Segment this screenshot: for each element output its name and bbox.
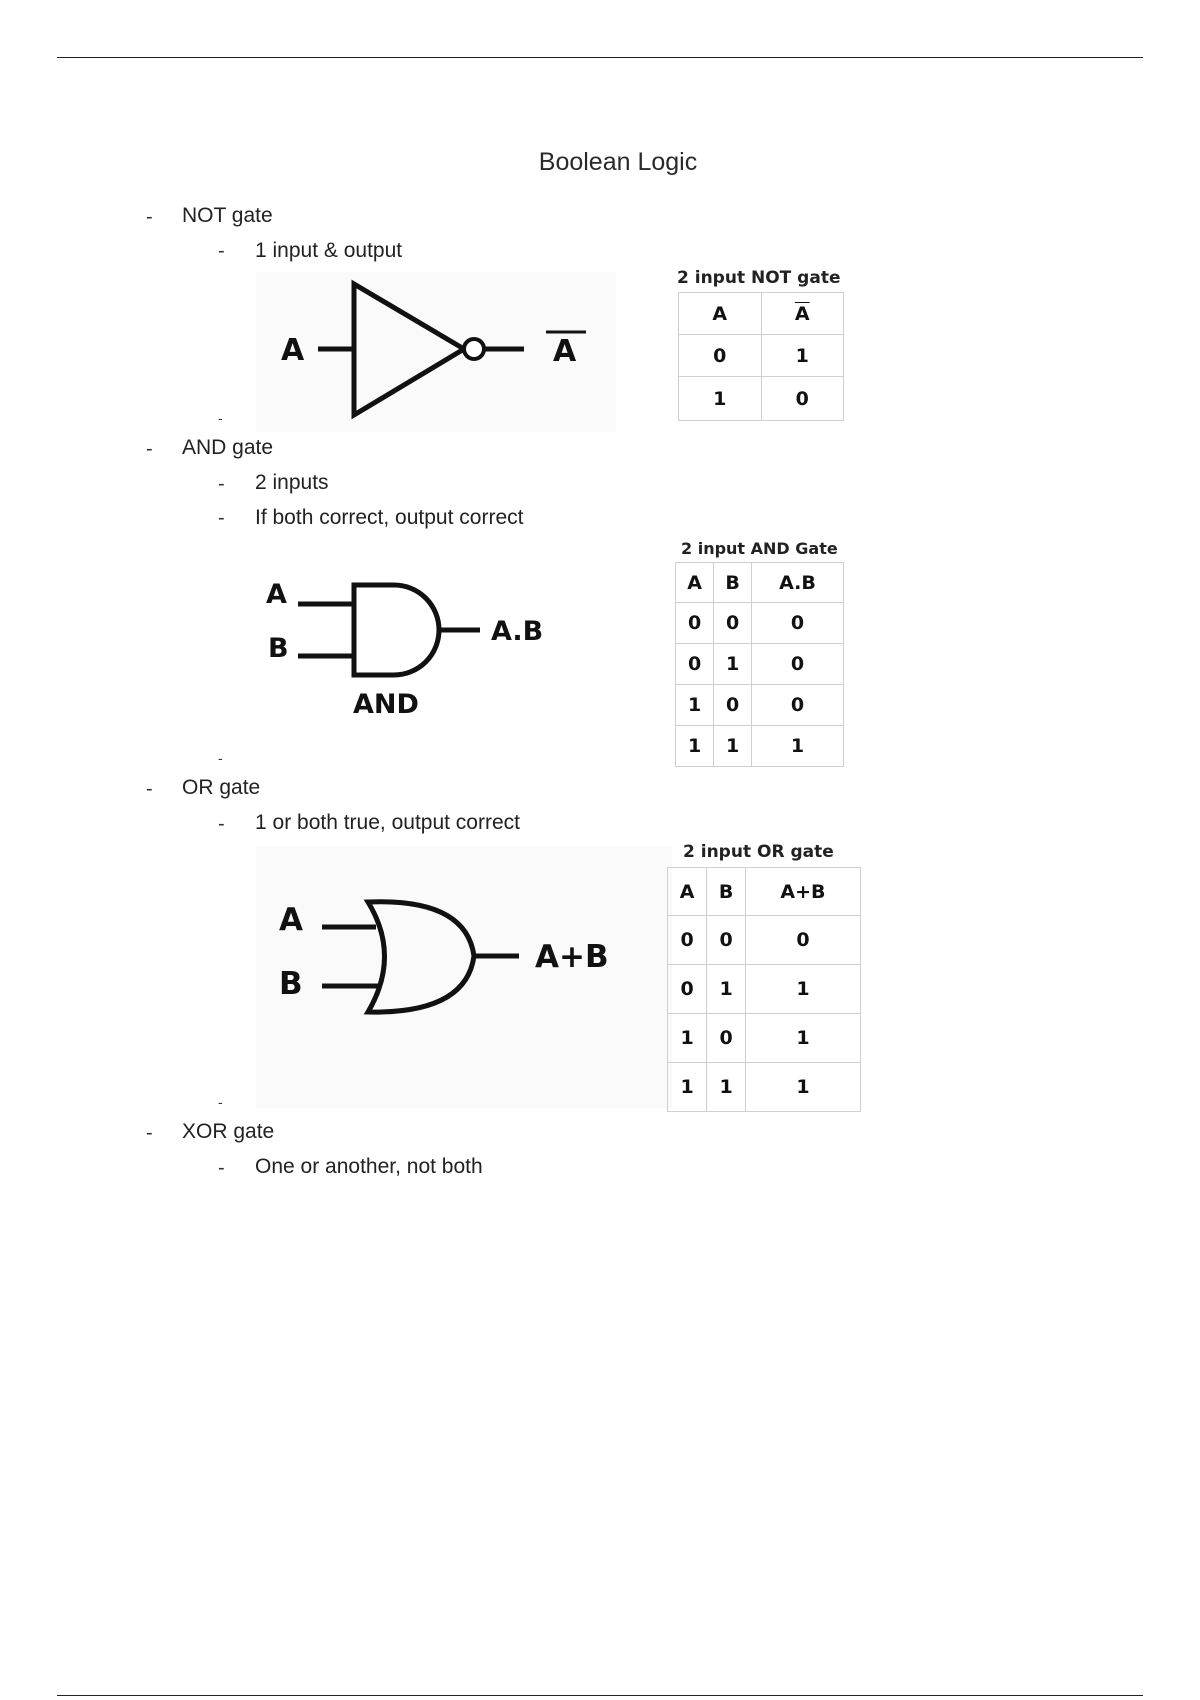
table-header-cell: A bbox=[668, 868, 707, 916]
and-gate-bullet: If both correct, output correct bbox=[255, 506, 524, 529]
top-rule bbox=[57, 57, 1143, 58]
and-input-a-label: A bbox=[266, 579, 287, 610]
table-row bbox=[676, 726, 844, 767]
or-body bbox=[368, 902, 474, 1012]
or-gate-heading: OR gate bbox=[182, 776, 261, 799]
table-cell: 1 bbox=[714, 726, 752, 767]
or-truth-table-title: 2 input OR gate bbox=[683, 842, 834, 862]
and-gate-bullet: 2 inputs bbox=[255, 471, 329, 494]
table-cell: 1 bbox=[751, 726, 843, 767]
table-header-cell: B bbox=[707, 868, 746, 916]
or-truth-table bbox=[667, 867, 861, 1112]
table-cell: 0 bbox=[714, 603, 752, 644]
table-cell: 1 bbox=[676, 726, 714, 767]
table-cell: 0 bbox=[745, 916, 860, 965]
or-input-a-label: A bbox=[279, 902, 303, 938]
table-row bbox=[668, 965, 861, 1014]
table-cell: 0 bbox=[679, 335, 762, 377]
table-cell: 0 bbox=[668, 916, 707, 965]
or-output-label: A+B bbox=[535, 939, 609, 975]
table-cell: 0 bbox=[761, 377, 844, 421]
not-truth-table bbox=[678, 292, 844, 421]
and-gate-heading: AND gate bbox=[182, 436, 274, 459]
or-input-b-label: B bbox=[279, 966, 303, 1002]
table-cell: 1 bbox=[707, 965, 746, 1014]
bullet-dash: - bbox=[146, 1122, 153, 1144]
table-row bbox=[668, 1014, 861, 1063]
table-cell: 1 bbox=[676, 685, 714, 726]
bullet-dash: - bbox=[146, 206, 153, 228]
table-cell: 0 bbox=[707, 916, 746, 965]
and-input-b-label: B bbox=[268, 633, 289, 664]
and-output-label: A.B bbox=[491, 616, 544, 647]
not-triangle bbox=[354, 284, 464, 415]
bottom-rule bbox=[57, 1695, 1143, 1696]
bullet-dash: - bbox=[218, 507, 225, 529]
and-gate-diagram bbox=[256, 565, 566, 725]
not-gate-diagram bbox=[256, 272, 616, 432]
not-gate-bullet: 1 input & output bbox=[255, 239, 403, 262]
table-row bbox=[679, 377, 844, 421]
table-header-cell: A bbox=[679, 293, 762, 335]
table-header-cell: A+B bbox=[745, 868, 860, 916]
table-header-row bbox=[668, 868, 861, 916]
table-header-cell: A bbox=[676, 563, 714, 603]
table-row bbox=[679, 335, 844, 377]
table-cell: 1 bbox=[668, 1063, 707, 1112]
table-cell: 0 bbox=[676, 644, 714, 685]
table-cell: 1 bbox=[668, 1014, 707, 1063]
bullet-dash: - bbox=[218, 1157, 225, 1179]
bullet-dash: - bbox=[218, 473, 225, 495]
table-cell: 0 bbox=[751, 644, 843, 685]
or-gate-bullet: 1 or both true, output correct bbox=[255, 811, 520, 834]
empty-bullet-dash: - bbox=[218, 750, 223, 766]
table-header-row bbox=[679, 293, 844, 335]
table-cell: 1 bbox=[707, 1063, 746, 1112]
xor-gate-bullet: One or another, not both bbox=[255, 1155, 483, 1178]
not-bubble bbox=[464, 339, 484, 359]
table-cell: 1 bbox=[679, 377, 762, 421]
table-row bbox=[676, 644, 844, 685]
table-cell: 0 bbox=[676, 603, 714, 644]
and-truth-table bbox=[675, 562, 844, 767]
table-cell: 1 bbox=[745, 1014, 860, 1063]
table-cell: 1 bbox=[761, 335, 844, 377]
bullet-dash: - bbox=[218, 813, 225, 835]
xor-gate-heading: XOR gate bbox=[182, 1120, 275, 1143]
table-row bbox=[668, 916, 861, 965]
bullet-dash: - bbox=[146, 778, 153, 800]
table-cell: 1 bbox=[745, 1063, 860, 1112]
empty-bullet-dash: - bbox=[218, 410, 223, 426]
table-row bbox=[676, 603, 844, 644]
not-output-label: A bbox=[553, 334, 577, 369]
page-title: Boolean Logic bbox=[538, 148, 698, 176]
empty-bullet-dash: - bbox=[218, 1094, 223, 1110]
table-cell: 0 bbox=[707, 1014, 746, 1063]
table-row bbox=[668, 1063, 861, 1112]
not-input-label: A bbox=[281, 333, 305, 368]
table-cell: 0 bbox=[751, 685, 843, 726]
table-header-cell: $\overline{A}$ bbox=[761, 293, 844, 335]
not-gate-heading: NOT gate bbox=[182, 204, 273, 227]
and-body bbox=[354, 585, 439, 675]
table-cell: 1 bbox=[745, 965, 860, 1014]
table-cell: 0 bbox=[714, 685, 752, 726]
and-truth-table-title: 2 input AND Gate bbox=[681, 539, 838, 558]
table-cell: 0 bbox=[668, 965, 707, 1014]
table-cell: 1 bbox=[714, 644, 752, 685]
table-cell: 0 bbox=[751, 603, 843, 644]
table-header-row bbox=[676, 563, 844, 603]
table-header-cell: B bbox=[714, 563, 752, 603]
and-gate-name: AND bbox=[353, 689, 419, 720]
bullet-dash: - bbox=[146, 438, 153, 460]
table-row bbox=[676, 685, 844, 726]
table-header-cell: A.B bbox=[751, 563, 843, 603]
bullet-dash: - bbox=[218, 240, 225, 262]
or-gate-diagram bbox=[256, 846, 672, 1108]
not-truth-table-title: 2 input NOT gate bbox=[677, 268, 841, 288]
